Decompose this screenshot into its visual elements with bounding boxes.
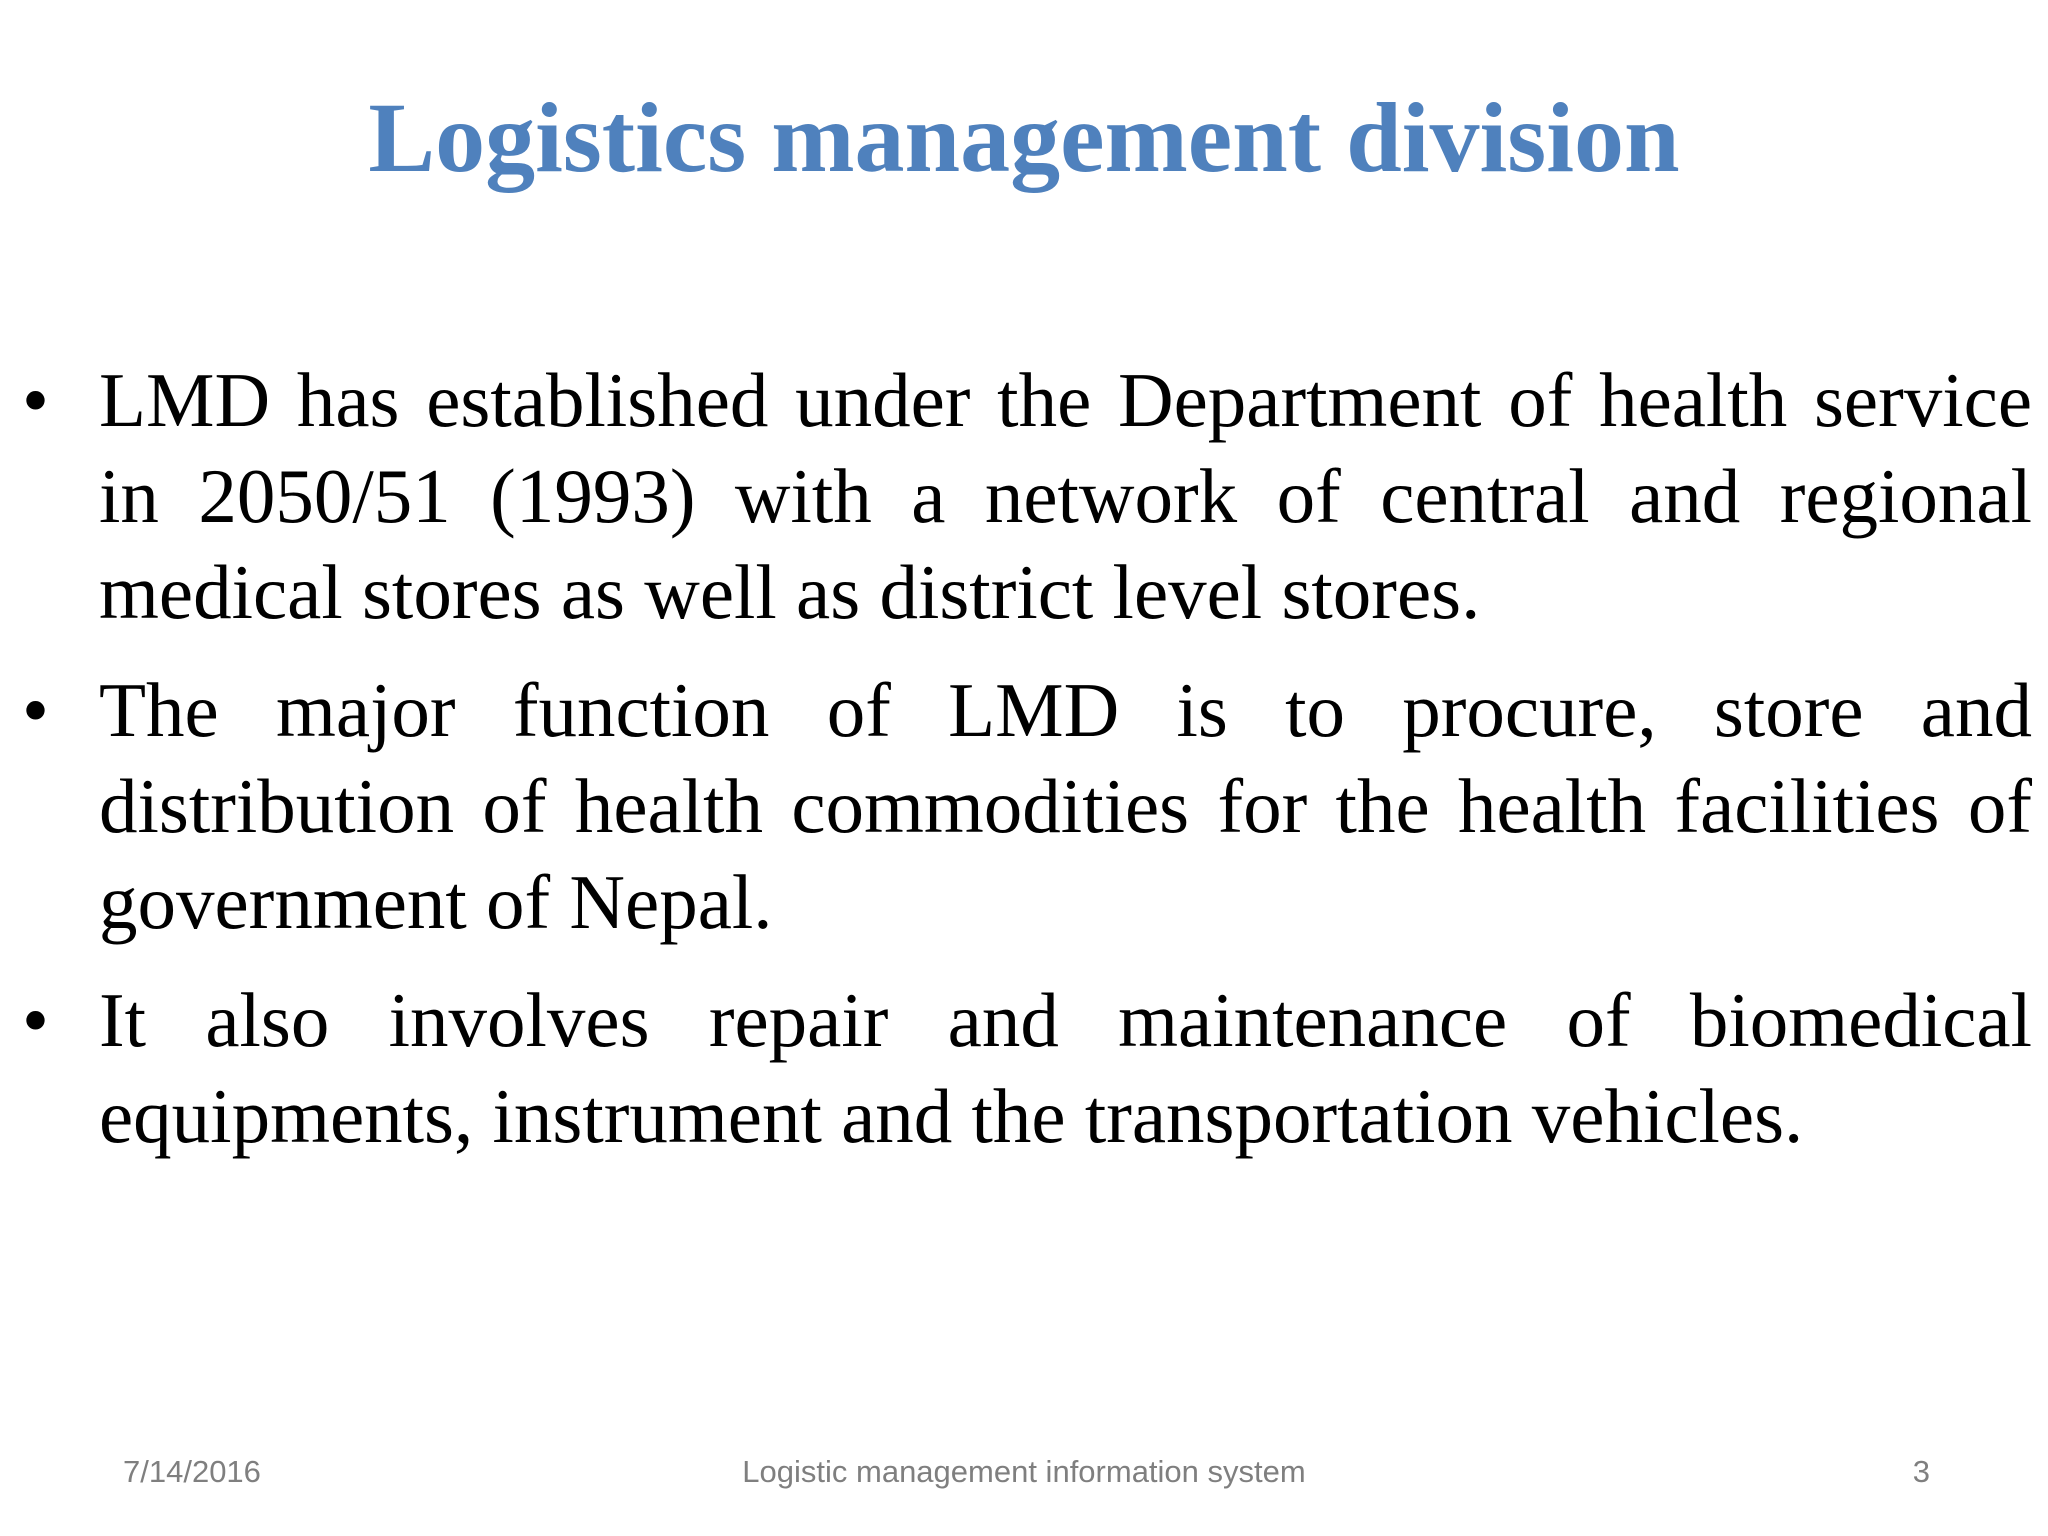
footer-date: 7/14/2016 [123, 1454, 261, 1489]
slide-title: Logistics management division [368, 82, 1680, 193]
slide-number: 3 [1912, 1454, 1930, 1489]
bullet-item [22, 662, 2032, 950]
bullet-icon: • [22, 667, 49, 753]
bullet-text: The major function of LMD is to procure, store and distribution of health commodities for the health facilities of government of Nepal. [99, 667, 2032, 945]
bullet-item [22, 972, 2032, 1164]
bullet-text: It also involves repair and maintenance of biomedical equipments, instrument and the transportation vehicles. [99, 977, 2032, 1159]
bullet-icon: • [22, 357, 49, 443]
bullet-item [22, 352, 2032, 640]
footer-title: Logistic management information system [742, 1454, 1306, 1489]
bullet-icon: • [22, 977, 49, 1063]
bullet-text: LMD has established under the Department of health service in 2050/51 (1993) with a network of central and regional medical stores as well as district level stores. [99, 357, 2032, 635]
bullet-list [22, 352, 2032, 1186]
